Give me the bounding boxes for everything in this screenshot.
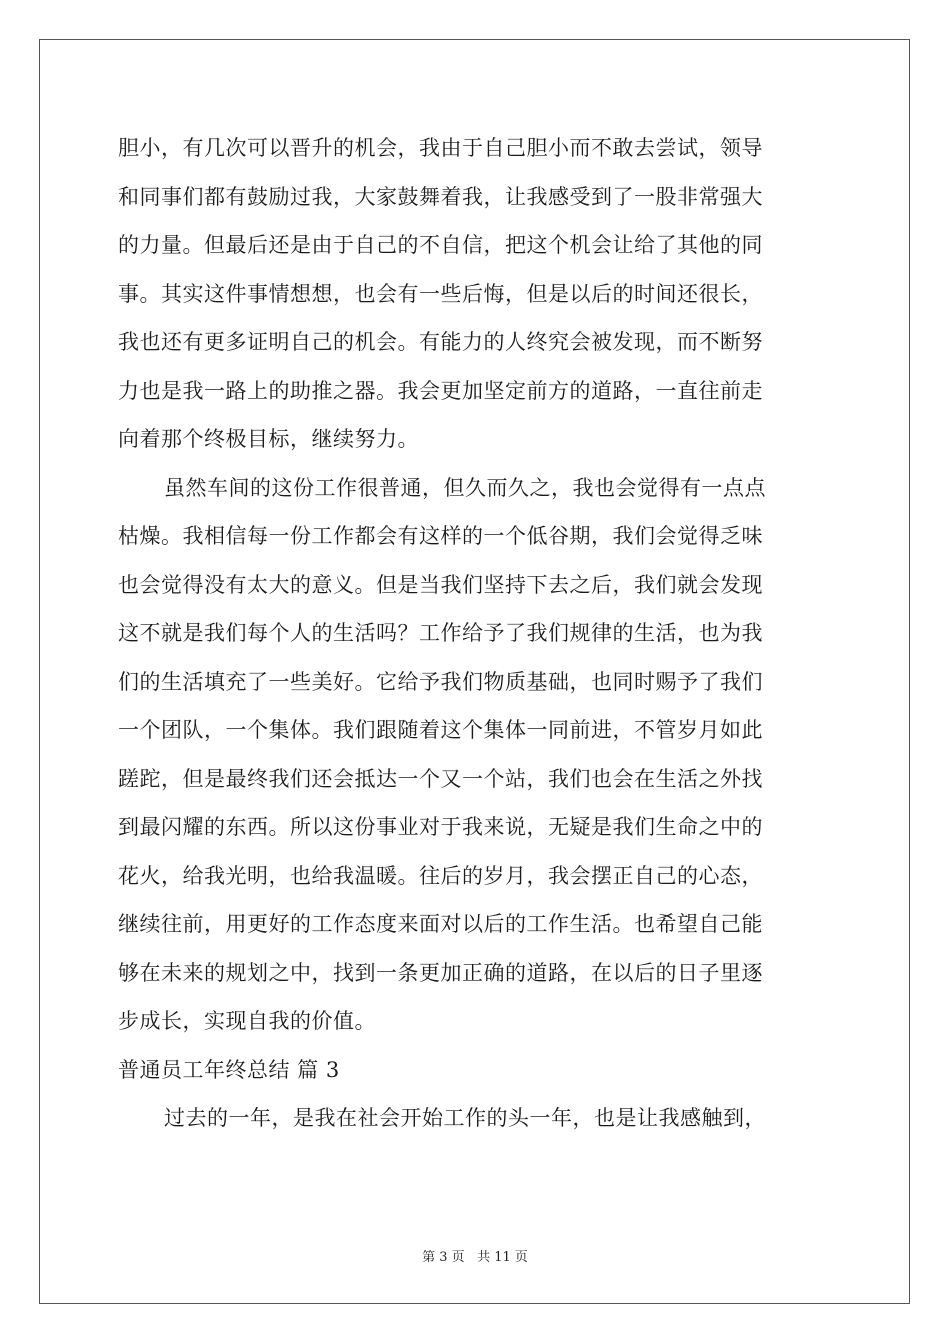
text-line: 一个团队，一个集体。我们跟随着这个集体一同前进，不管岁月如此 bbox=[118, 718, 763, 742]
text-line: 步成长，实现自我的价值。 bbox=[118, 1009, 376, 1033]
text-line: 事。其实这件事情想想，也会有一些后悔，但是以后的时间还很长， bbox=[118, 281, 763, 306]
text-line: 蹉跎，但是最终我们还会抵达一个又一个站，我们也会在生活之外找 bbox=[118, 766, 763, 791]
text-line: 到最闪耀的东西。所以这份事业对于我来说，无疑是我们生命之中的 bbox=[118, 815, 763, 839]
document-body bbox=[118, 124, 838, 1143]
text-line: 够在未来的规划之中，找到一条更加正确的道路，在以后的日子里逐 bbox=[118, 960, 763, 985]
text-line: 虽然车间的这份工作很普通，但久而久之，我也会觉得有一点点 bbox=[164, 475, 766, 500]
text-line: 过去的一年，是我在社会开始工作的头一年，也是让我感触到， bbox=[164, 1106, 766, 1130]
page-number: 第 3 页 bbox=[422, 1250, 465, 1265]
paragraph-3 bbox=[118, 1094, 838, 1143]
page-total: 共 11 页 bbox=[477, 1250, 528, 1265]
section-heading: 普通员工年终总结 篇 3 bbox=[118, 1057, 340, 1082]
page-footer bbox=[0, 1246, 950, 1265]
text-line: 花火，给我光明，也给我温暖。往后的岁月，我会摆正自己的心态， bbox=[118, 863, 763, 888]
paragraph-1 bbox=[118, 124, 838, 464]
text-line: 向着那个终极目标，继续努力。 bbox=[118, 427, 419, 451]
text-line: 力也是我一路上的助推之器。我会更加坚定前方的道路，一直往前走 bbox=[118, 378, 763, 403]
text-line: 和同事们都有鼓励过我，大家鼓舞着我，让我感受到了一股非常强大 bbox=[118, 184, 763, 209]
text-line: 我也还有更多证明自己的机会。有能力的人终究会被发现，而不断努 bbox=[118, 330, 763, 354]
text-line: 枯燥。我相信每一份工作都会有这样的一个低谷期，我们会觉得乏味 bbox=[118, 524, 763, 548]
text-line: 这不就是我们每个人的生活吗？工作给予了我们规律的生活，也为我 bbox=[118, 621, 763, 645]
text-line: 胆小，有几次可以晋升的机会，我由于自己胆小而不敢去尝试，领导 bbox=[118, 136, 763, 160]
text-line: 们的生活填充了一些美好。它给予我们物质基础，也同时赐予了我们 bbox=[118, 669, 763, 694]
paragraph-2 bbox=[118, 464, 838, 1046]
text-line: 的力量。但最后还是由于自己的不自信，把这个机会让给了其他的同 bbox=[118, 233, 763, 257]
text-line: 也会觉得没有太大的意义。但是当我们坚持下去之后，我们就会发现 bbox=[118, 572, 763, 597]
text-line: 继续往前，用更好的工作态度来面对以后的工作生活。也希望自己能 bbox=[118, 912, 763, 936]
